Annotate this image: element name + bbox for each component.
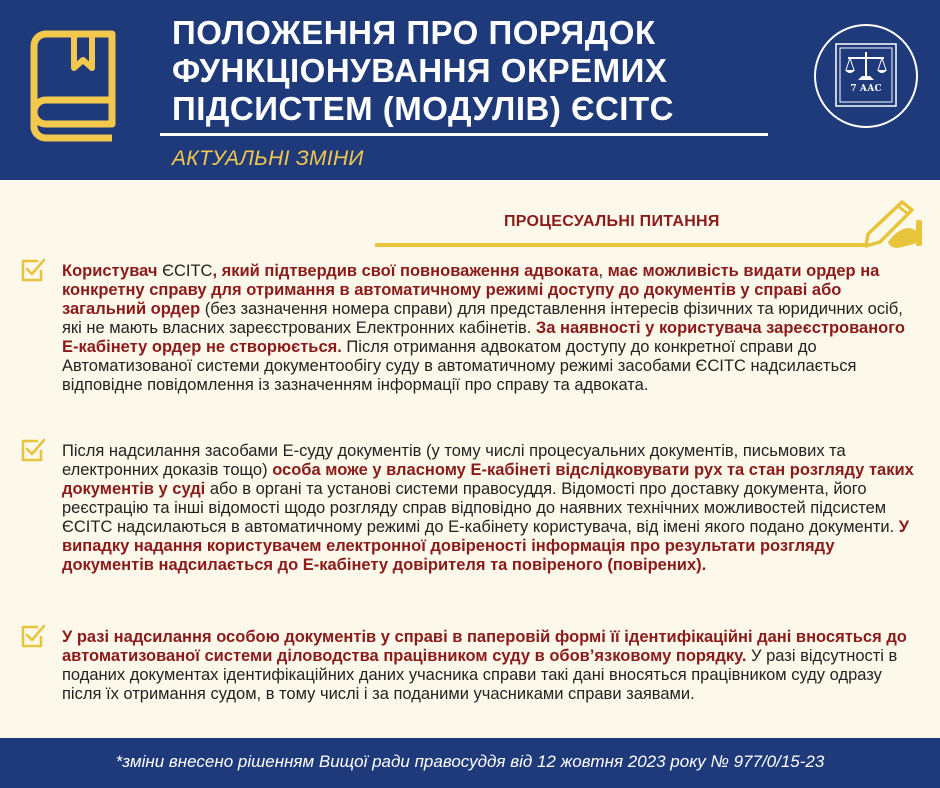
- title-divider: [160, 133, 768, 136]
- emphasis-text: , який підтвердив свої повноваження адвоката: [212, 262, 599, 280]
- paragraph-ordering: [62, 262, 922, 395]
- emphasis-text: має можливість видати ордер на конкретну справу для отримання в автоматичному режимі доступу до документів у справі або загальний ордер: [62, 262, 880, 318]
- body-text: ,: [598, 262, 608, 280]
- emphasis-text: особа може у власному Е-кабінеті відслідковувати рух та стан розгляду таких документів у суді: [62, 461, 914, 498]
- body-text: або в органі та установі системи правосуддя. Відомості про доставку документа, його реєстрацію та інші відомості щодо розгляду справ відповідно до наявних технічних можливостей підсистем ЄСІТС надсилаються в автоматичному режимі до Е-кабінету користувача, від імені якого подано документи.: [62, 480, 899, 536]
- page-title: ПОЛОЖЕННЯ ПРО ПОРЯДОК ФУНКЦІОНУВАННЯ ОКРЕМИХ ПІДСИСТЕМ (МОДУЛІВ) ЄСІТС: [172, 14, 674, 127]
- checkmark-icon: [18, 622, 46, 650]
- emphasis-text: У випадку надання користувачем електронної довіреності інформація про результати розгляду документів надсилається до Е-кабінету довірителя та повіреного (повірених).: [62, 518, 910, 574]
- checkmark-icon: [18, 256, 46, 284]
- court-scales-seal-icon: [812, 22, 920, 130]
- section-title: ПРОЦЕСУАЛЬНІ ПИТАННЯ: [504, 213, 720, 230]
- hand-writing-icon: [858, 198, 924, 250]
- body-text: ЄСІТС: [162, 262, 213, 280]
- body-text: (без зазначення номера справи) для представлення інтересів фізичних та юридичних осіб, які не мають власних зареєстрованих Електронних кабінетів.: [62, 300, 903, 337]
- page-subtitle: АКТУАЛЬНІ ЗМІНИ: [172, 147, 364, 170]
- checkmark-icon: [18, 436, 46, 464]
- paragraph-paper-documents: [62, 628, 922, 704]
- emphasis-text: Користувач: [62, 262, 163, 280]
- book-bookmark-icon: [26, 28, 122, 144]
- body-text: Після отримання адвокатом доступу до конкретної справи до Автоматизованої системи документообігу суду в автоматичному режимі засобами ЄСІТС надсилається відповідне повідомлення із зазначенням інформації про справу та адвоката.: [62, 338, 857, 394]
- body-text: Після надсилання засобами Е-суду документів (у тому числі процесуальних документів, письмових та електронних доказів тощо): [62, 442, 846, 479]
- header-banner: [0, 0, 940, 180]
- paragraph-tracking: [62, 442, 922, 575]
- emphasis-text: У разі надсилання особою документів у справі в паперовій формі її ідентифікаційні дані вносяться до автоматизованої системи діловодства працівником суду в обов’язковому порядку.: [62, 628, 907, 665]
- footer-banner: [0, 738, 940, 788]
- body-text: У разі відсутності в поданих документах ідентифікаційних даних учасника справи такі дані вносяться працівником суду одразу після їх отримання судом, в тому числі і за поданими учасниками справи заявами.: [62, 647, 898, 703]
- section-divider: [375, 243, 865, 247]
- seal-label: 7 ААС: [850, 84, 882, 94]
- footer-note: *зміни внесено рішенням Вищої ради правосуддя від 12 жовтня 2023 року № 977/0/15-23: [115, 752, 825, 771]
- emphasis-text: За наявності у користувача зареєстрованого Е-кабінету ордер не створюється.: [62, 319, 905, 356]
